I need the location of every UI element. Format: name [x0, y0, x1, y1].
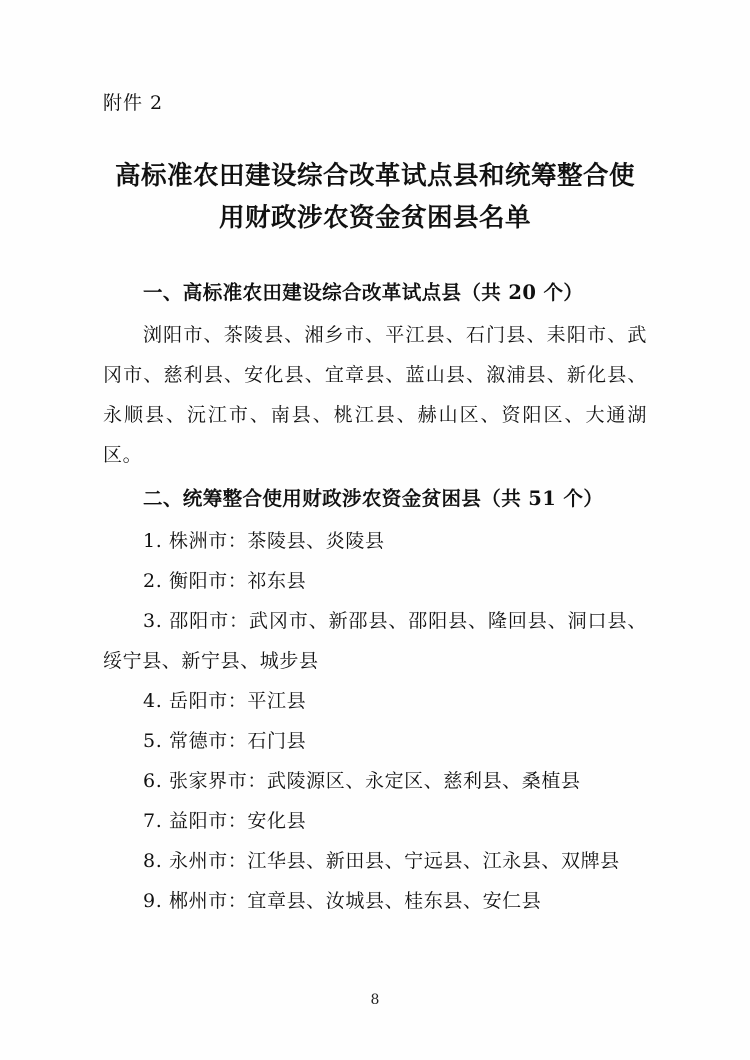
list-item: 1. 株洲市：茶陵县、炎陵县	[143, 530, 385, 552]
section-one-heading: 一、高标准农田建设综合改革试点县（共 20 个）	[143, 281, 584, 304]
list-item: 2. 衡阳市：祁东县	[143, 570, 307, 592]
document-content	[103, 88, 647, 921]
list-item: 3. 邵阳市：武冈市、新邵县、邵阳县、隆回县、洞口县、绥宁县、新宁县、城步县	[103, 610, 647, 672]
list-item: 5. 常德市：石门县	[143, 730, 307, 752]
section-one-body: 浏阳市、茶陵县、湘乡市、平江县、石门县、耒阳市、武冈市、慈利县、安化县、宜章县、蓝山县、溆浦县、新化县、永顺县、沅江市、南县、桃江县、赫山区、资阳区、大通湖区。	[103, 324, 647, 466]
attachment-label: 附件 2	[103, 92, 164, 114]
page-number: 8	[370, 992, 380, 1008]
list-item: 7. 益阳市：安化县	[143, 810, 307, 832]
list-item: 8. 永州市：江华县、新田县、宁远县、江永县、双牌县	[143, 850, 620, 872]
page-title: 高标准农田建设综合改革试点县和统筹整合使用财政涉农资金贫困县名单	[114, 161, 635, 233]
list-item: 9. 郴州市：宜章县、汝城县、桂东县、安仁县	[143, 890, 542, 912]
list-item: 4. 岳阳市：平江县	[143, 690, 307, 712]
section-two-heading: 二、统筹整合使用财政涉农资金贫困县（共 51 个）	[143, 487, 604, 510]
list-item: 6. 张家界市：武陵源区、永定区、慈利县、桑植县	[143, 770, 581, 792]
